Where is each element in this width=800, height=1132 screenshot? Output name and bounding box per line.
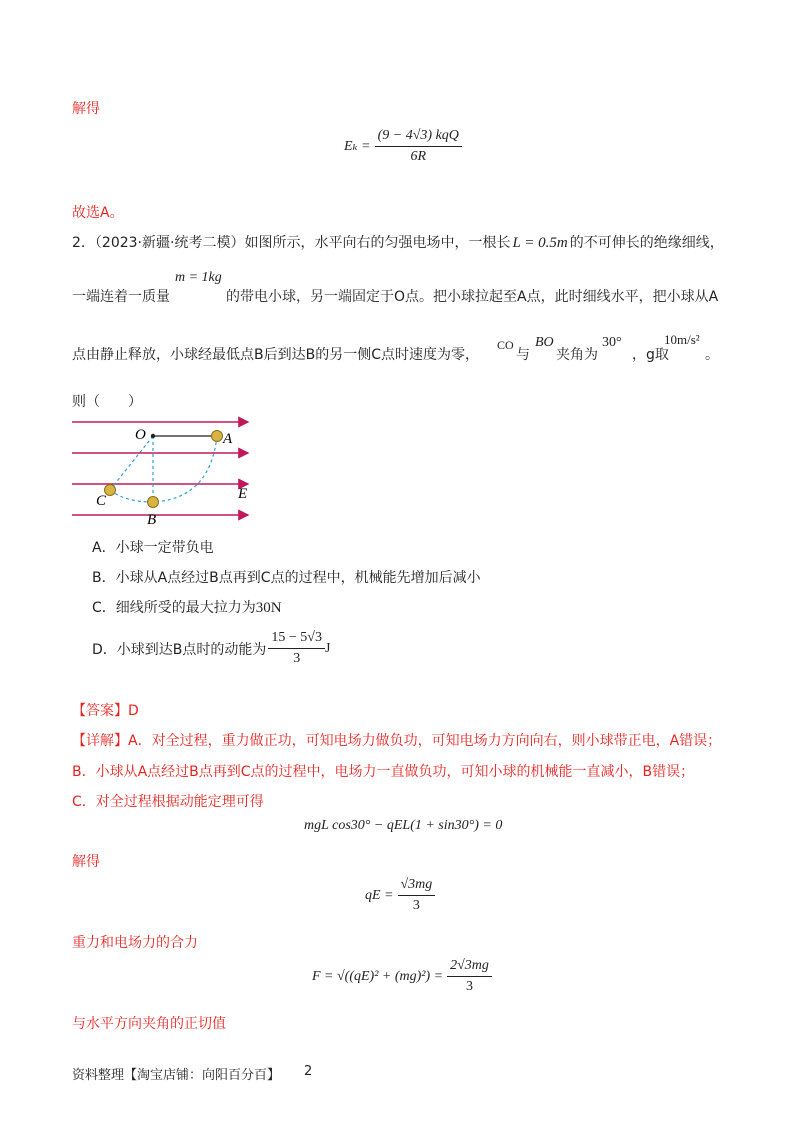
explanation-line-c: C．对全过程根据动能定理可得: [72, 794, 264, 810]
explanation-line-a: [72, 730, 721, 750]
eq2-lhs: qE =: [365, 887, 394, 903]
pivot-O: [151, 434, 155, 438]
explanation-text: A．对全过程，重力做正功，可知电场力做负功，可知电场力方向向右，则小球带正电，A错误；: [128, 733, 722, 749]
option-text: 小球到达B点时的动能为: [116, 641, 267, 658]
option-value: 30N: [255, 600, 282, 616]
explanation-label: 【详解】: [72, 733, 128, 749]
option-text: 细线所受的最大拉力为: [115, 600, 256, 616]
option-d-unit: J: [324, 640, 331, 656]
bo-label: BO: [535, 335, 554, 350]
ball-C: [105, 485, 116, 496]
label-O: O: [135, 427, 146, 443]
eq3-numerator: 2√3mg: [447, 958, 492, 977]
option-c[interactable]: [92, 597, 282, 617]
page-number: 2: [304, 1064, 313, 1079]
question-number: 2．: [72, 235, 95, 251]
jiede-label: 解得: [72, 854, 100, 870]
option-letter: C．: [92, 600, 116, 616]
co-label: CO: [497, 338, 514, 352]
mass-expr: m = 1kg: [175, 270, 222, 285]
equation-energy: mgL cos30° − qEL(1 + sin30°) = 0: [304, 818, 503, 833]
ek-numerator: (9 − 4√3) kqQ: [375, 128, 462, 147]
label-C: C: [96, 493, 107, 509]
explanation-line-b: B．小球从A点经过B点再到C点的过程中，电场力一直做负功，可知小球的机械能一直减小，B错误；: [72, 764, 695, 780]
question-source: （2023·新疆·统考二模）: [94, 235, 245, 251]
heli-label: 重力和电场力的合力: [72, 935, 198, 951]
question-text: 如图所示，水平向右的匀强电场中，一根长: [244, 235, 511, 251]
label-B: B: [147, 512, 157, 528]
option-letter: B．: [92, 570, 116, 586]
question-text: 的带电小球，另一端固定于O点。把小球拉起至A点，此时细线水平，把小球从A: [226, 289, 719, 305]
label-A: A: [223, 431, 233, 447]
option-b[interactable]: [92, 567, 481, 587]
option-text: 小球一定带负电: [115, 540, 214, 556]
eq2-numerator: √3mg: [398, 877, 436, 896]
option-d-denominator: 3: [293, 651, 301, 666]
question-text: 点由静止释放，小球经最低点B后到达B的另一侧C点时速度为零，: [72, 347, 479, 363]
question-line-2: [72, 286, 718, 306]
answer-value: D: [128, 703, 139, 719]
option-d-numerator: 15 − 5√3: [268, 630, 325, 649]
ball-A: [212, 431, 223, 442]
equation-qE: [365, 877, 435, 914]
jiajiao-label: 夹角为: [556, 347, 598, 363]
option-text: 小球从A点经过B点再到C点的过程中，机械能先增加后减小: [115, 570, 481, 586]
option-letter: D．: [92, 641, 117, 658]
period: 。: [705, 347, 719, 363]
footer-text: 资料整理【淘宝店铺：向阳百分百】: [72, 1068, 281, 1083]
ze-label: 则（ ）: [72, 394, 142, 410]
equation-F: [312, 958, 492, 995]
eq3-denominator: 3: [466, 979, 473, 994]
ek-formula: [344, 128, 462, 165]
option-a[interactable]: [92, 537, 214, 557]
tangent-label: 与水平方向夹角的正切值: [72, 1016, 226, 1032]
eq2-denominator: 3: [412, 898, 420, 913]
conclusion: 故选A。: [72, 205, 124, 221]
option-letter: A．: [92, 540, 116, 556]
question-line-1: [72, 232, 724, 252]
g-label: ，g取: [632, 347, 669, 363]
yu-label: 与: [516, 347, 530, 363]
option-d[interactable]: [92, 630, 330, 667]
answer-label: 【答案】: [72, 703, 128, 719]
label-E: E: [238, 486, 248, 502]
ek-lhs: Eₖ =: [344, 139, 371, 154]
g-value: 10m/s²: [664, 332, 700, 347]
answer: [72, 700, 139, 720]
question-text: 的不可伸长的绝缘细线，: [569, 235, 724, 251]
dashed-OC: [110, 436, 153, 490]
question-line-3: [72, 344, 479, 364]
ek-denominator: 6R: [410, 149, 427, 164]
length-expr: L = 0.5m: [512, 235, 568, 251]
ball-B: [148, 497, 159, 508]
eq3-lhs: F = √((qE)² + (mg)²) =: [312, 968, 444, 984]
solution-label: 解得: [72, 101, 100, 117]
angle-value: 30°: [602, 335, 622, 350]
question-text: 一端连着一质量: [72, 289, 170, 305]
field-diagram: [70, 414, 255, 529]
